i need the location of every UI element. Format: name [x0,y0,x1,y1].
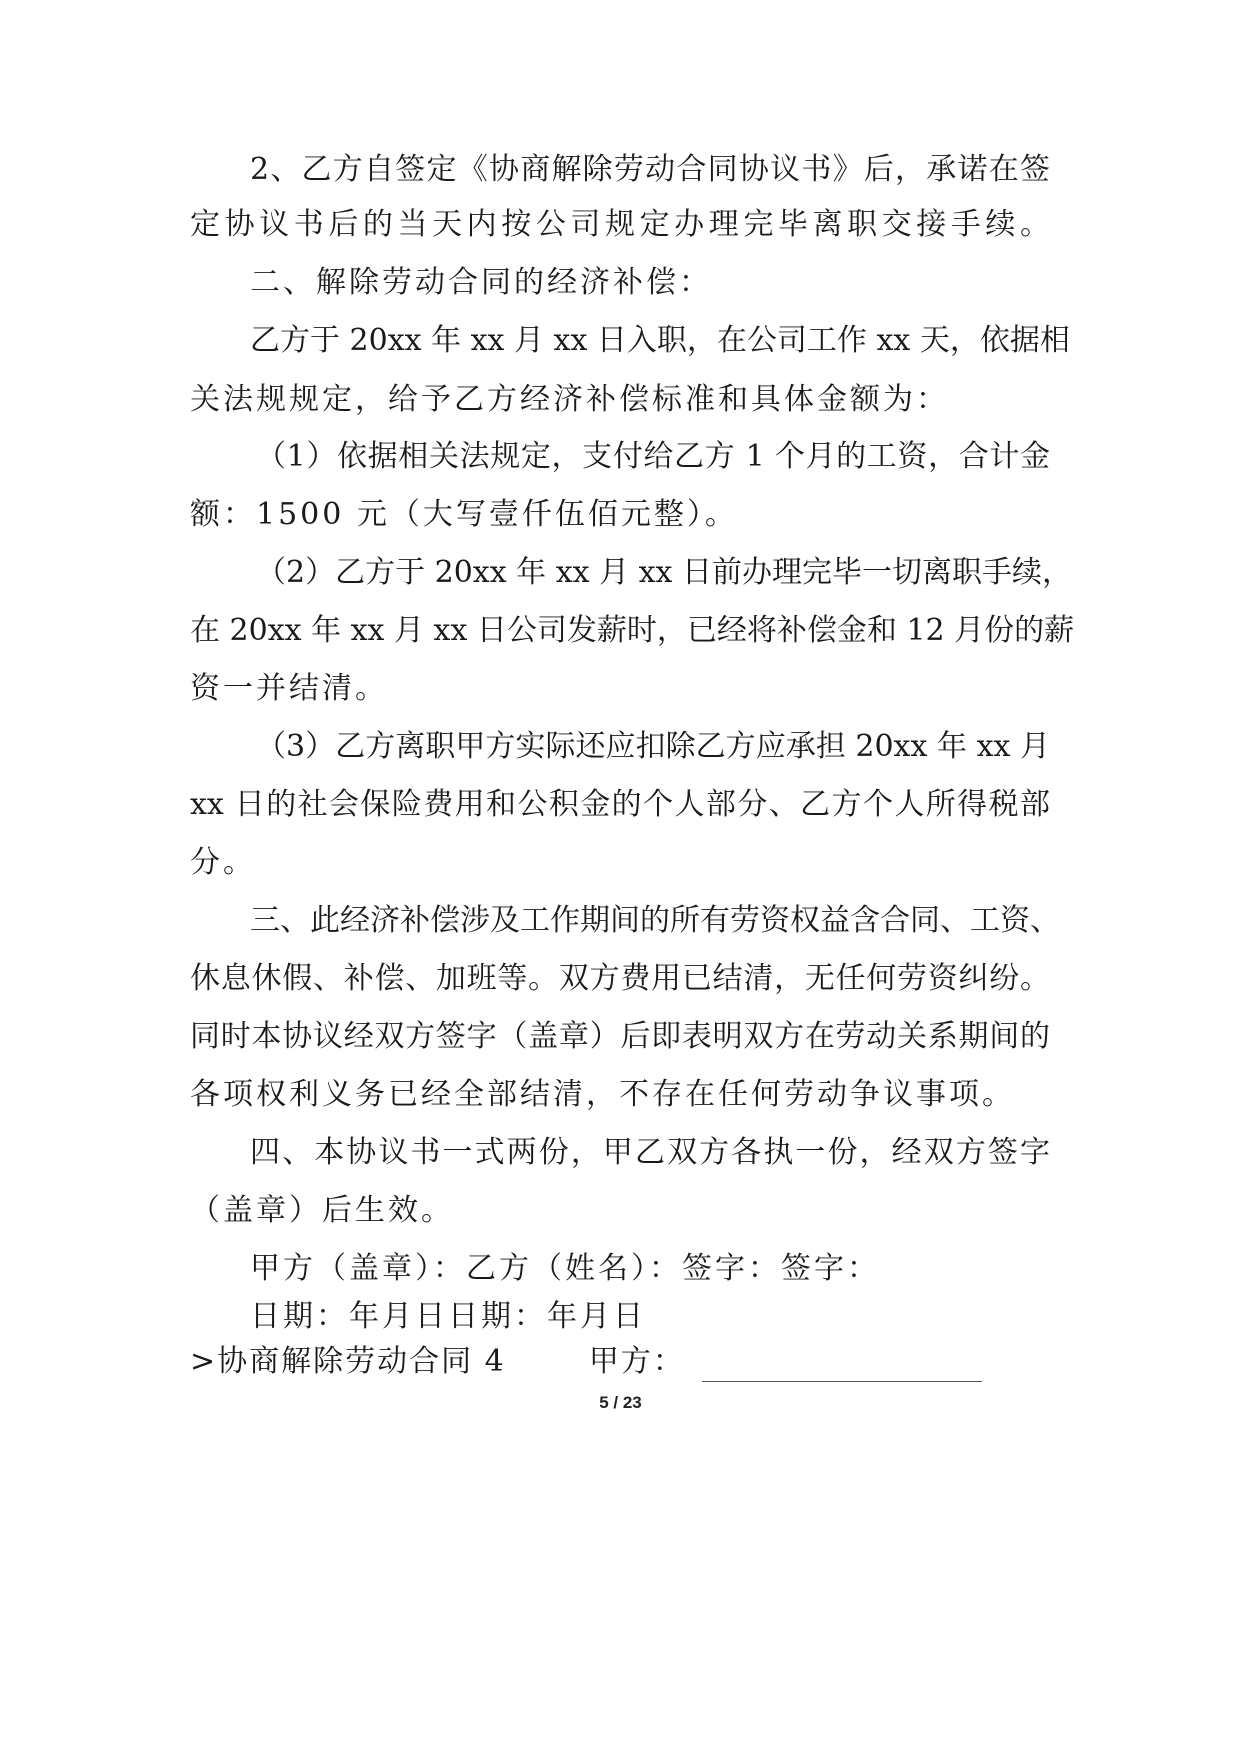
paragraph-line: 关法规规定，给予乙方经济补偿标准和具体金额为： [190,382,949,417]
next-section-title: >协商解除劳动合同 4 [190,1344,506,1379]
next-section-line [190,1342,982,1382]
paragraph-line: 额：1500 元（大写壹仟伍佰元整）。 [190,497,738,532]
party-a-signature-blank [702,1351,982,1382]
paragraph-line: （2）乙方于 20xx 年 xx 月 xx 日前办理完毕一切离职手续， [256,555,1072,590]
paragraph-line: （1）依据相关法规定，支付给乙方 1 个月的工资，合计金 [256,439,1050,474]
paragraph-line: xx 日的社会保险费用和公积金的个人部分、乙方个人所得税部 [190,787,1050,822]
section-heading: 二、解除劳动合同的经济补偿： [250,265,712,300]
date-line: 日期：年月日日期：年月日 [250,1299,646,1334]
party-a-label: 甲方： [588,1344,685,1379]
paragraph-line: 定协议书后的当天内按公司规定办理完毕离职交接手续。 [190,207,1050,242]
paragraph-line: 各项权利义务已经全部结清，不存在任何劳动争议事项。 [190,1077,1015,1112]
paragraph-line: 四、本协议书一式两份，甲乙双方各执一份，经双方签字 [250,1135,1050,1170]
signature-line: 甲方（盖章）：乙方（姓名）：签字：签字： [250,1251,880,1286]
paragraph-line: 同时本协议经双方签字（盖章）后即表明双方在劳动关系期间的 [190,1019,1050,1054]
paragraph-line: 分。 [190,845,256,880]
paragraph-line: 乙方于 20xx 年 xx 月 xx 日入职，在公司工作 xx 天，依据相 [250,323,1070,358]
paragraph-line: 休息休假、补偿、加班等。双方费用已结清，无任何劳资纠纷。 [190,961,1050,996]
page-number: 5 / 23 [599,1393,642,1412]
paragraph-line: （3）乙方离职甲方实际还应扣除乙方应承担 20xx 年 xx 月 [256,729,1050,764]
paragraph-line: 2、乙方自签定《协商解除劳动合同协议书》后，承诺在签 [250,152,1050,187]
paragraph-line: 在 20xx 年 xx 月 xx 日公司发薪时，已经将补偿金和 12 月份的薪 [190,613,1075,648]
paragraph-line: 资一并结清。 [190,671,388,706]
paragraph-line: 三、此经济补偿涉及工作期间的所有劳资权益含合同、工资、 [250,903,1060,938]
paragraph-line: （盖章）后生效。 [190,1193,454,1228]
